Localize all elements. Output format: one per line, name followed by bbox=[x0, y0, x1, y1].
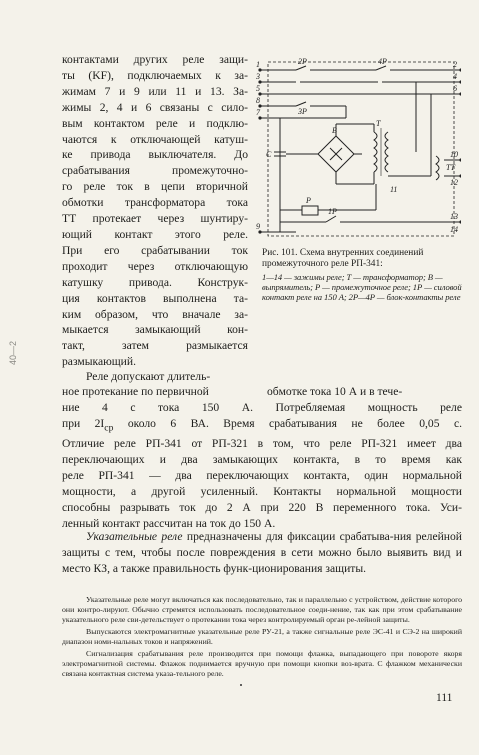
left-column-line: жимы 2, 4 и 6 связаны с сило- bbox=[62, 100, 248, 114]
caption-legend: 1—14 — зажимы реле; Т — трансформатор; В — выпрямитель; Р — промежуточное реле; 1Р — силовой контакт реле на 150 А; 2Р—4Р — блок-контакты реле bbox=[262, 272, 462, 303]
paragraph-1-line: Отличие реле РП-341 от РП-321 в том, что реле РП-321 имеет два bbox=[62, 437, 462, 451]
paragraph-1 bbox=[62, 400, 462, 532]
label-c: C bbox=[266, 150, 272, 159]
page-number: 111 bbox=[436, 692, 453, 704]
terminal-7: 7 bbox=[256, 108, 260, 117]
split-text-a: Реле допускают длитель- bbox=[86, 370, 211, 383]
paragraph-1-line: мощности, а другой усиленный. Контакты нормальной мощности bbox=[62, 484, 462, 498]
margin-note: 40—2 bbox=[8, 340, 18, 365]
figure-caption bbox=[262, 248, 462, 303]
paragraph-4 bbox=[62, 627, 462, 647]
paragraph-5 bbox=[62, 649, 462, 679]
split-text-b: ное протекание по первичной bbox=[62, 385, 209, 398]
label-tt: ТТ bbox=[446, 163, 455, 172]
terminal-2: 2 bbox=[453, 60, 457, 69]
terminal-4: 4 bbox=[453, 72, 457, 81]
left-column-line: мыкается замыкающий кон- bbox=[62, 323, 248, 337]
left-column-line: обмотки трансформатора тока bbox=[62, 196, 248, 210]
paragraph-4-text: Выпускаются электромагнитные указательные реле РУ-21, а также сигнальные реле ЭС-41 и СЭ-2 на широкий диапазон номи-нальных токов и напряжений. bbox=[62, 627, 462, 647]
left-column-line: проходит через отключающую bbox=[62, 259, 248, 273]
paragraph-1-line: ленный контакт рассчитан на ток до 150 А. bbox=[62, 516, 276, 530]
left-column-line: го реле ток в цепи вторичной bbox=[62, 180, 248, 194]
terminal-6: 6 bbox=[453, 84, 457, 93]
left-column-line: ющий контакт этого реле. bbox=[62, 227, 248, 241]
split-text-left: обмотке тока 10 А и в тече- bbox=[267, 385, 403, 398]
left-column-line: ты (KF), подключаемых к за- bbox=[62, 68, 248, 82]
label-2p: 2Р bbox=[298, 57, 307, 66]
circuit-schematic bbox=[256, 56, 461, 241]
label-4p: 4Р bbox=[378, 57, 387, 66]
terminal-3: 3 bbox=[256, 72, 260, 81]
terminal-11: 11 bbox=[390, 185, 398, 194]
label-3p: 3Р bbox=[298, 107, 307, 116]
terminal-12: 12 bbox=[450, 178, 458, 187]
print-dot bbox=[240, 684, 242, 686]
left-column-line: размыкающий. bbox=[62, 355, 136, 369]
split-line-b bbox=[62, 384, 462, 400]
left-column-line: такт, затем размыкается bbox=[62, 339, 248, 353]
label-b: В bbox=[332, 126, 337, 135]
paragraph-1-line: реле РП-341 — два переключающих контакта, один нормальной bbox=[62, 468, 462, 482]
left-column-line: ция контактов выполнена та- bbox=[62, 291, 248, 305]
paragraph-2-lead: Указательные реле bbox=[86, 530, 183, 543]
paragraph-5-text: Сигнализация срабатывания реле производится при помощи флажка, выпадающего при повороте якоря электромагнитной системы. Флажок поднимается вручную при помощи кнопки воз-врата. С флажком механически связана контактная система указа-тельного реле. bbox=[62, 649, 462, 679]
paragraph-2-text: предназначены для фиксации срабатыва-ния релейной защиты с тем, чтобы после повреждения в сети можно было выявить вид и место КЗ, а также правильность функ-ционирования защиты. bbox=[62, 530, 462, 575]
left-column-line: ким образом, что вначале за- bbox=[62, 307, 248, 321]
paragraph-1-line: при $2I_{ср}$ около 6 ВА. Время срабатывания не более 0,05 с. bbox=[62, 416, 462, 434]
left-column-line: чаются к отключающей катуш- bbox=[62, 132, 248, 146]
paragraph-2 bbox=[62, 529, 462, 577]
left-column-line: ТТ протекает через шунтиру- bbox=[62, 212, 248, 226]
terminal-9: 9 bbox=[256, 222, 260, 231]
left-column-line: вым контактом реле и подклю- bbox=[62, 116, 248, 130]
terminal-14: 14 bbox=[450, 225, 458, 234]
label-t: Т bbox=[376, 119, 381, 128]
paragraph-3 bbox=[62, 595, 462, 625]
left-column-line: При его срабатывании ток bbox=[62, 243, 248, 257]
left-column-text bbox=[62, 52, 248, 370]
label-1p: 1Р bbox=[328, 207, 337, 216]
left-column-line: срабатывания промежуточно- bbox=[62, 164, 248, 178]
terminal-13: 13 bbox=[450, 212, 458, 221]
paragraph-1-line: переключающих и два замыкающих контакта, в то время как bbox=[62, 453, 462, 467]
paragraph-3-text: Указательные реле могут включаться как последовательно, так и параллельно с устройством, действие которого они контро-лируют. Обычно стремятся использовать последовательное соеди-нение, так как при этом срабатывание указательного реле сви-детельствует о протекании тока через контролируемый орган ре-лейной защиты. bbox=[62, 595, 462, 625]
terminal-8: 8 bbox=[256, 96, 260, 105]
left-column-line: контактами других реле защи- bbox=[62, 53, 248, 66]
terminal-5: 5 bbox=[256, 84, 260, 93]
left-column-line: ке привода выключателя. До bbox=[62, 148, 248, 162]
terminal-10: 10 bbox=[450, 150, 458, 159]
left-column-line: жимам 7 и 9 или 11 и 13. За- bbox=[62, 84, 248, 98]
terminal-1: 1 bbox=[256, 60, 260, 69]
label-p: Р bbox=[306, 196, 311, 205]
paragraph-1-line: способны разрывать ток до 2 А при 220 В переменного тока. Уси- bbox=[62, 500, 462, 514]
paragraph-1-line: ние 4 с тока 150 А. Потребляемая мощность реле bbox=[62, 401, 462, 414]
split-line-a bbox=[62, 369, 462, 385]
caption-title: Рис. 101. Схема внутренних соединений промежуточного реле РП-341: bbox=[262, 248, 424, 269]
left-column-line: катушку привода. Конструк- bbox=[62, 275, 248, 289]
relay-circuit-diagram bbox=[256, 56, 461, 241]
